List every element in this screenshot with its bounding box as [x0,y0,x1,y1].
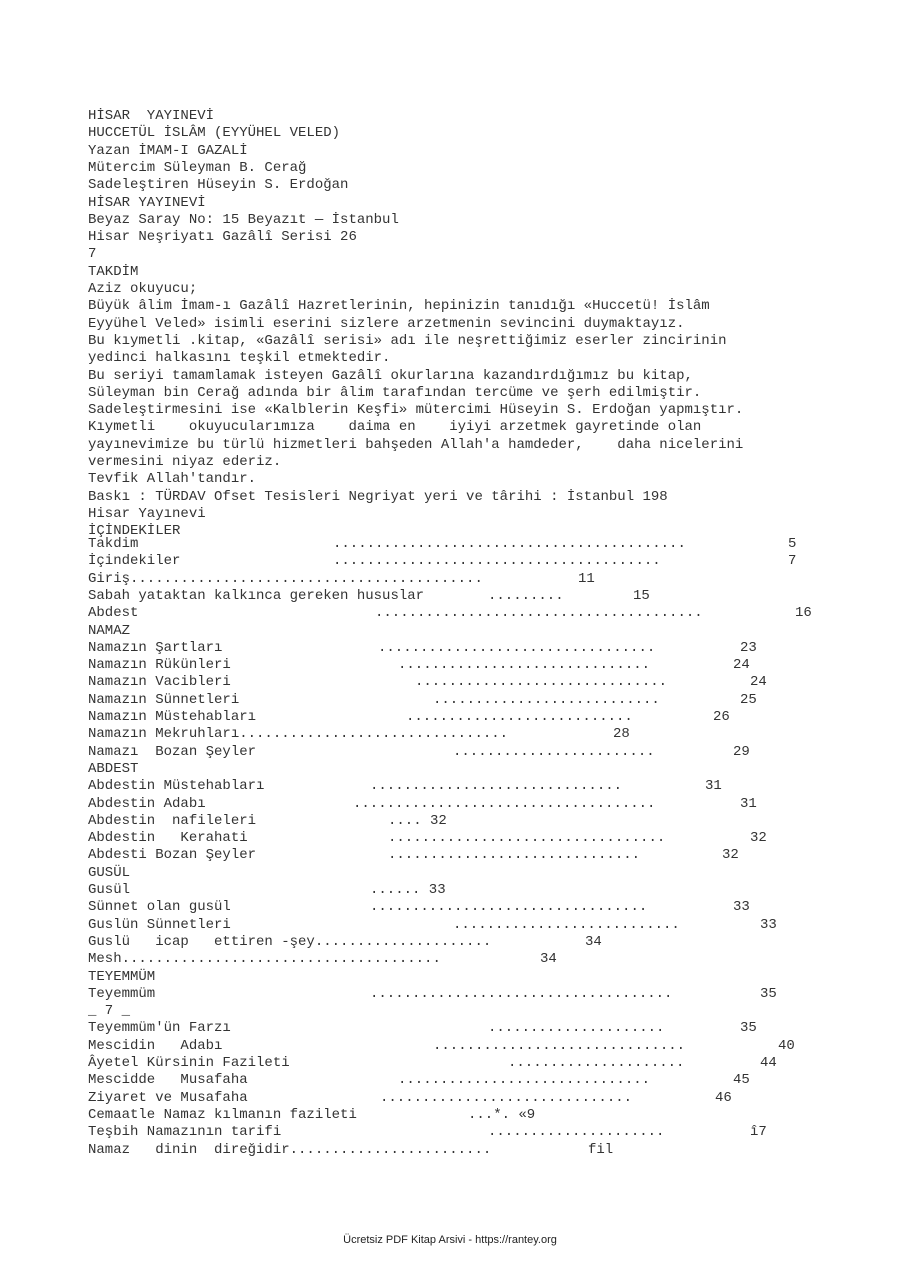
toc-entry-title: Abdesti Bozan Şeyler [88,847,257,864]
toc-entry [88,623,828,640]
toc-entry-page: 33 [733,899,750,916]
toc-entry-leader: .............................. [380,1089,633,1106]
toc-entry-leader: ..................... [488,1020,665,1037]
text-line: Bu kıymetli .kitap, «Gazâlî serisi» adı ile neşrettiğimiz eserler zincirinin [88,332,727,349]
toc-entry [88,969,828,986]
toc-entry-leader: .............................. [398,1072,651,1089]
toc-entry-title: Abdestin Kerahati [88,830,248,847]
text-line: TAKDİM [88,263,139,280]
toc-entry [88,796,828,813]
toc-entry-title: GUSÜL [88,864,131,881]
toc-entry [88,1072,828,1089]
toc-entry-title: Namazın Müstehabları [88,709,257,725]
toc-entry-page: fil [588,1141,614,1158]
toc-entry-leader: ....................................... [333,553,661,570]
toc-entry-title: Âyetel Kürsinin Fazileti [88,1055,290,1071]
toc-entry-title: Namazın Sünnetleri [88,691,240,708]
toc-entry [88,1020,828,1037]
toc-entry-leader: ......... [488,587,564,604]
toc-entry-title: Teşbih Namazının tarifi [88,1124,282,1141]
toc-entry [88,709,828,726]
toc-entry [88,674,828,691]
toc-entry-leader: .............................. [415,674,668,691]
toc-entry-title: _ 7 _ [88,1003,131,1020]
toc-entry-title: İçindekiler [88,553,181,570]
toc-entry [88,657,828,674]
toc-entry-leader: ..................... [508,1055,685,1071]
toc-entry-leader: ................................. [388,830,666,847]
toc-entry-page: 40 [778,1037,795,1054]
toc-entry-title: ABDEST [88,760,139,777]
toc-entry [88,951,828,968]
toc-entry-title: Cemaatle Namaz kılmanın fazileti [88,1106,357,1123]
toc-entry-leader: .............................. [388,847,641,864]
toc-entry-title: Guslün Sünnetleri [88,916,231,933]
toc-entry [88,726,828,743]
toc-entry-leader: ........................... [406,709,633,725]
toc-entry-page: 31 [740,795,757,812]
toc-entry-title: Namazın Şartları [88,639,223,656]
text-line: Eyyühel Veled» isimli eserini sizlere arzetmenin sevincini duymaktayız. [88,315,685,332]
text-line: Büyük âlim İmam-ı Gazâlî Hazretlerinin, hepinizin tanıdığı «Huccetü! İslâm [88,298,710,315]
toc-entry-title: Namazı Bozan Şeyler [88,743,257,760]
toc-entry [88,588,828,605]
text-line: Kıymetli okuyucularımıza daima en iyiyi arzetmek gayretinde olan [88,419,702,436]
toc-entry-page: 23 [740,639,757,656]
toc-entry [88,553,828,570]
toc-entry-page: 35 [740,1020,757,1037]
toc-entry-title: Teyemmüm'ün Farzı [88,1020,231,1037]
toc-entry [88,813,828,830]
toc-entry-page: î7 [750,1124,767,1141]
toc-entry-page: 25 [740,691,757,708]
toc-entry-page: 33 [760,916,777,933]
toc-entry-title: Namazın Vacibleri [88,674,231,691]
toc-entry-leader: .............................. [370,778,623,795]
toc-entry-page: 32 [750,830,767,847]
toc-entry-leader: .......................................... [333,536,686,552]
text-line: yedinci halkasını teşkil etmektedir. [88,350,391,367]
toc-entry-title: Teyemmüm [88,985,156,1002]
toc-entry [88,605,828,622]
toc-entry-page: 16 [795,605,812,622]
toc-entry [88,692,828,709]
text-line: Hisar Neşriyatı Gazâlî Serisi 26 [88,229,357,246]
toc-entry-title: Abdest [88,605,139,622]
toc-entry [88,778,828,795]
toc-entry-leader: ....................................... [375,605,703,622]
toc-entry-page: 32 [722,847,739,864]
toc-entry-page: 11 [578,570,595,587]
toc-entry [88,865,828,882]
toc-entry [88,1124,828,1141]
toc-entry-leader: ........................... [453,916,680,933]
toc-entry-leader: ..................... [488,1124,665,1141]
toc-entry [88,1055,828,1072]
toc-entry-page: 29 [733,743,750,760]
toc-entry-title: Sabah yataktan kalkınca gereken hususlar [88,587,425,604]
toc-entry-title: Namazın Rükünleri [88,657,231,674]
toc-entry-title: Namaz dinin direğidir........................ [88,1141,492,1158]
toc-entry [88,1003,828,1020]
text-line: vermesini niyaz ederiz. [88,454,282,470]
toc-entry-page: 34 [585,933,602,950]
text-line: Yazan İMAM-I GAZALİ [88,142,248,159]
toc-entry-page: 28 [613,726,630,743]
toc-entry-title: Abdestin nafileleri [88,812,257,829]
toc-entry-title: Ziyaret ve Musafaha [88,1089,248,1106]
toc-entry [88,847,828,864]
toc-entry-leader: .................................... [353,795,656,812]
text-line: Bu seriyi tamamlamak isteyen Gazâlî okurlarına kazandırdığımız bu kitap, [88,367,693,384]
toc-entry [88,761,828,778]
toc-entry [88,571,828,588]
text-line: Süleyman bin Cerağ adında bir âlim tarafından tercüme ve şerh edilmiştir. [88,384,702,401]
toc-entry-leader: .............................. [398,657,651,674]
toc-entry [88,882,828,899]
toc-entry [88,934,828,951]
toc-entry-leader: ........................ [453,743,655,760]
toc-entry-title: Abdestin Adabı [88,795,206,812]
text-line: yayınevimize bu türlü hizmetleri bahşeden Allah'a hamdeder, daha nicelerini [88,436,744,453]
toc-entry-page: 15 [633,587,650,604]
text-line: HİSAR YAYINEVİ [88,108,215,124]
toc-entry [88,536,828,553]
toc-entry [88,1142,828,1159]
toc-entry-leader: ........................... [433,691,660,708]
toc-entry [88,986,828,1003]
text-line: HİSAR YAYINEVİ [88,194,206,211]
toc-entry-title: NAMAZ [88,622,131,639]
toc-entry-title: TEYEMMÜM [88,968,156,985]
toc-entry [88,899,828,916]
toc-entry-title: Sünnet olan gusül [88,899,231,916]
toc-entry-leader: ...*. «9 [468,1106,536,1123]
text-line: Mütercim Süleyman B. Cerağ [88,159,307,176]
toc-entry-title: Abdestin Müstehabları [88,778,265,795]
text-line: Tevfik Allah'tandır. [88,471,257,488]
toc-entry [88,917,828,934]
toc-entry-page: 24 [733,657,750,674]
toc-entry-page: 35 [760,985,777,1002]
toc-entry-leader: .................................... [370,985,673,1002]
toc-entry-page: 24 [750,674,767,691]
text-line: Sadeleştirmesini ise «Kalblerin Keşfi» mütercimi Hüseyin S. Erdoğan yapmıştır. [88,402,744,419]
toc-entry-page: 5 [788,536,797,552]
toc-entry [88,1038,828,1055]
toc-entry-title: Giriş.......................................... [88,570,483,587]
toc-entry-page: 44 [760,1055,777,1071]
toc-entry-title: Namazın Mekruhları................................ [88,726,509,743]
toc-entry-page: 45 [733,1072,750,1089]
text-line: İÇİNDEKİLER [88,523,181,540]
page-footer: Ücretsiz PDF Kitap Arsivi - https://rantey.org [343,1234,557,1246]
toc-entry [88,640,828,657]
text-line: Aziz okuyucu; [88,281,198,297]
text-line: Sadeleştiren Hüseyin S. Erdoğan [88,177,349,194]
toc-entry-leader: ................................. [370,899,648,916]
text-line: HUCCETÜL İSLÂM (EYYÜHEL VELED) [88,125,341,142]
text-line: Hisar Yayınevi [88,505,206,522]
toc-entry-title: Guslü icap ettiren -şey..................... [88,933,492,950]
text-line: Beyaz Saray No: 15 Beyazıt — İstanbul [88,211,399,228]
toc-entry-leader: ................................. [378,639,656,656]
toc-entry-page: 34 [540,951,557,968]
toc-entry-page: 26 [713,709,730,725]
toc-entry-title: Mesh...................................... [88,951,441,968]
text-line: Baskı : TÜRDAV Ofset Tesisleri Negriyat yeri ve târihi : İstanbul 198 [88,488,668,505]
toc-entry-leader: .... 32 [388,812,447,829]
toc-entry-page: 31 [705,778,722,795]
toc-entry-title: Takdim [88,536,139,552]
toc-entry-title: Mescidde Musafaha [88,1072,248,1089]
toc-entry-page: 46 [715,1089,732,1106]
toc-entry [88,744,828,761]
toc-entry [88,1107,828,1124]
toc-entry [88,830,828,847]
toc-entry-title: Mescidin Adabı [88,1037,223,1054]
text-line: 7 [88,246,97,263]
toc-entry-leader: ...... 33 [370,882,446,898]
toc-entry [88,1090,828,1107]
toc-entry-page: 7 [788,553,797,570]
toc-entry-leader: .............................. [433,1037,686,1054]
toc-entry-title: Gusül [88,882,131,898]
